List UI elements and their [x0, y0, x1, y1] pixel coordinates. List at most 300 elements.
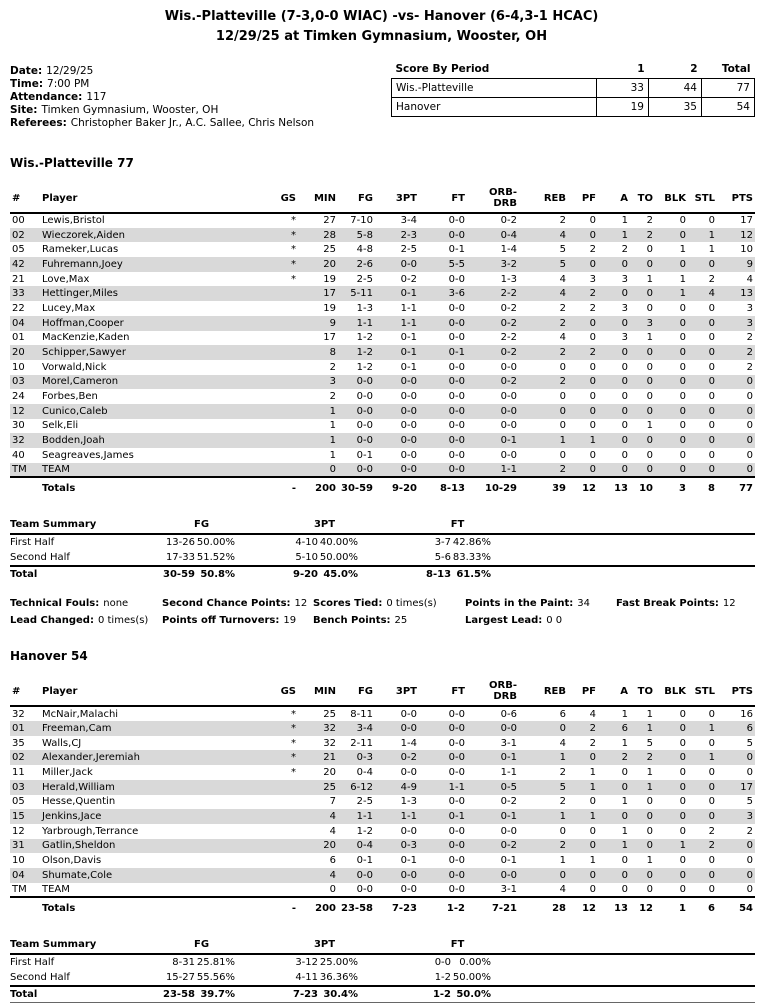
- game-stat-value: 12: [294, 598, 308, 610]
- cell-pts: 0: [746, 855, 753, 867]
- cell-min: 25: [323, 708, 336, 720]
- cell-ast: 13: [598, 897, 630, 916]
- cell-pts: 0: [746, 405, 753, 417]
- cell-stl: 0: [708, 391, 715, 403]
- cell-ft: 0-0: [448, 302, 465, 314]
- game-info-value: Timken Gymnasium, Wooster, OH: [41, 104, 219, 116]
- cell-3pt: 0-0: [400, 869, 417, 881]
- cell-min: 32: [323, 737, 336, 749]
- cell-player: Olson,Davis: [42, 855, 102, 867]
- cell-pf: 2: [589, 722, 596, 734]
- cell-pf: 0: [589, 840, 596, 852]
- cell-blk: 0: [679, 405, 686, 417]
- cell-ast: 0: [621, 464, 628, 476]
- cell-3pt: 0-1: [400, 361, 417, 373]
- game-stat-label: Largest Lead:: [465, 615, 543, 627]
- cell-ast: 0: [621, 347, 628, 359]
- player-row: [10, 736, 755, 751]
- game-stat-label: Fast Break Points:: [616, 598, 719, 610]
- summary-fg-pct: 25.81%: [196, 957, 236, 969]
- cell-min: 28: [323, 229, 336, 241]
- game-info-line: [10, 117, 391, 130]
- cell-reb: 6: [559, 708, 566, 720]
- cell-gs: -: [270, 477, 298, 496]
- player-row: [10, 213, 755, 228]
- cell-number: 33: [12, 288, 25, 300]
- cell-to: 0: [646, 288, 653, 300]
- cell-to: 1: [646, 708, 653, 720]
- cell-reb: 28: [519, 897, 568, 916]
- cell-3pt: 0-0: [400, 766, 417, 778]
- cell-pts: 2: [746, 825, 753, 837]
- cell-pf: 2: [589, 244, 596, 256]
- cell-pts: 77: [717, 477, 755, 496]
- cell-min: 4: [329, 869, 336, 881]
- summary-ft-pct: 83.33%: [452, 552, 492, 564]
- column-header: GS: [270, 185, 298, 213]
- cell-pf: 1: [589, 766, 596, 778]
- summary-fg-pct: 55.56%: [196, 972, 236, 984]
- game-stat: [162, 614, 313, 627]
- column-header: #: [10, 185, 40, 213]
- cell-blk: 0: [679, 737, 686, 749]
- cell-player: Freeman,Cam: [42, 722, 112, 734]
- cell-stl: 0: [708, 708, 715, 720]
- cell-reb: 1: [559, 855, 566, 867]
- cell-blk: 0: [679, 752, 686, 764]
- cell-to: 0: [646, 840, 653, 852]
- cell-fg: 1-2: [356, 347, 373, 359]
- cell-gs: [270, 389, 298, 404]
- cell-pts: 4: [746, 273, 753, 285]
- cell-fg: 0-0: [356, 391, 373, 403]
- cell-to: 0: [646, 883, 653, 895]
- cell-pf: 0: [589, 405, 596, 417]
- player-row: [10, 419, 755, 434]
- cell-number: 22: [12, 302, 25, 314]
- cell-pf: 0: [589, 391, 596, 403]
- summary-ft-pct: 61.5%: [451, 566, 509, 582]
- cell-3pt: 2-3: [400, 229, 417, 241]
- cell-ft: 0-0: [448, 361, 465, 373]
- cell-ft: 1-1: [448, 781, 465, 793]
- column-header: FT: [419, 678, 467, 706]
- cell-orb-drb: 0-2: [500, 347, 517, 359]
- cell-pts: 5: [746, 796, 753, 808]
- cell-to: 0: [646, 405, 653, 417]
- cell-reb: 1: [559, 752, 566, 764]
- summary-ft-pct: 50.0%: [451, 986, 509, 1003]
- score-period-2: 44: [649, 79, 702, 98]
- cell-reb: 2: [559, 796, 566, 808]
- cell-blk: 1: [679, 273, 686, 285]
- matchup-title: Wis.-Platteville (7-3,0-0 WIAC) -vs- Hanover (6-4,3-1 HCAC): [164, 9, 599, 24]
- cell-blk: 0: [679, 258, 686, 270]
- cell-fg: 1-2: [356, 361, 373, 373]
- summary-3pt-pct: 40.00%: [319, 537, 359, 549]
- summary-ft-pct: 0.00%: [459, 957, 492, 969]
- game-stat-label: Second Chance Points:: [162, 598, 291, 610]
- game-info-line: [10, 65, 391, 78]
- summary-total-label: Total: [10, 566, 150, 582]
- cell-to: 0: [646, 825, 653, 837]
- cell-blk: 0: [679, 347, 686, 359]
- cell-player: Bodden,Joah: [42, 435, 105, 447]
- cell-stl: 0: [708, 258, 715, 270]
- player-row: [10, 360, 755, 375]
- game-stat-label: Points in the Paint:: [465, 598, 574, 610]
- cell-min: 6: [329, 855, 336, 867]
- cell-pf: 1: [589, 435, 596, 447]
- cell-gs: -: [270, 897, 298, 916]
- cell-pts: 54: [717, 897, 755, 916]
- cell-gs: *: [291, 258, 296, 270]
- cell-ast: 0: [621, 883, 628, 895]
- cell-to: 1: [646, 766, 653, 778]
- cell-number: TM: [12, 883, 27, 895]
- cell-ft: 0-0: [448, 883, 465, 895]
- summary-3pt-pct: 45.0%: [318, 566, 376, 582]
- cell-pts: 0: [746, 435, 753, 447]
- summary-fg: 23-58: [150, 986, 195, 1003]
- cell-orb-drb: 0-4: [500, 229, 517, 241]
- cell-number: 04: [12, 317, 25, 329]
- game-stat-label: Lead Changed:: [10, 615, 94, 627]
- cell-pf: 0: [589, 883, 596, 895]
- cell-fg: 0-0: [356, 435, 373, 447]
- cell-number: 03: [12, 376, 25, 388]
- summary-half-row: [10, 954, 755, 970]
- column-header: STL: [688, 185, 717, 213]
- player-row: [10, 448, 755, 463]
- cell-number: 12: [12, 405, 25, 417]
- cell-blk: 0: [679, 811, 686, 823]
- cell-pf: 12: [568, 477, 598, 496]
- player-row: [10, 272, 755, 287]
- cell-gs: *: [291, 229, 296, 241]
- cell-reb: 0: [559, 405, 566, 417]
- team-heading-hanover: Hanover 54: [10, 649, 88, 664]
- cell-number: 12: [12, 825, 25, 837]
- cell-orb-drb: 0-2: [500, 840, 517, 852]
- cell-3pt: 1-1: [400, 811, 417, 823]
- cell-blk: 0: [679, 796, 686, 808]
- cell-ft: 0-0: [448, 464, 465, 476]
- cell-gs: [270, 301, 298, 316]
- page-title: [0, 0, 763, 47]
- player-row: [10, 433, 755, 448]
- score-by-period-table: [391, 61, 755, 117]
- cell-3pt: 0-0: [400, 376, 417, 388]
- cell-3pt: 1-4: [400, 737, 417, 749]
- cell-stl: 0: [708, 317, 715, 329]
- cell-fg: 1-3: [356, 302, 373, 314]
- summary-ft-header: FT: [406, 937, 509, 954]
- cell-blk: 0: [679, 376, 686, 388]
- cell-ft: 8-13: [419, 477, 467, 496]
- game-stat: [10, 614, 162, 627]
- cell-fg: 6-12: [350, 781, 373, 793]
- cell-pf: 12: [568, 897, 598, 916]
- cell-to: 1: [646, 273, 653, 285]
- cell-player: MacKenzie,Kaden: [42, 332, 130, 344]
- cell-ast: 1: [621, 708, 628, 720]
- score-row: [392, 79, 755, 98]
- cell-pts: 17: [740, 215, 753, 227]
- cell-ast: 0: [621, 420, 628, 432]
- game-stat-label: Technical Fouls:: [10, 598, 100, 610]
- summary-ft-header: FT: [406, 517, 509, 534]
- cell-ft: 0-0: [448, 766, 465, 778]
- cell-number: 40: [12, 449, 25, 461]
- game-info-label: Referees:: [10, 117, 67, 129]
- cell-number: [10, 897, 40, 916]
- player-row: [10, 389, 755, 404]
- cell-ast: 0: [621, 258, 628, 270]
- game-info: [10, 61, 391, 130]
- column-header: Player: [40, 678, 270, 706]
- cell-player: Miller,Jack: [42, 766, 93, 778]
- cell-fg: 30-59: [338, 477, 375, 496]
- game-stat: [313, 614, 465, 627]
- cell-reb: 4: [559, 273, 566, 285]
- cell-stl: 2: [708, 273, 715, 285]
- cell-stl: 0: [708, 332, 715, 344]
- cell-stl: 2: [708, 825, 715, 837]
- cell-to: 12: [630, 897, 655, 916]
- cell-number: 01: [12, 332, 25, 344]
- game-info-value: 7:00 PM: [47, 78, 90, 90]
- extra-game-stats: [10, 597, 755, 627]
- cell-stl: 0: [708, 215, 715, 227]
- cell-pts: 0: [746, 420, 753, 432]
- column-header: TO: [630, 678, 655, 706]
- cell-blk: 0: [679, 449, 686, 461]
- cell-reb: 1: [559, 811, 566, 823]
- cell-blk: 0: [679, 722, 686, 734]
- game-stat: [465, 614, 616, 627]
- cell-stl: 1: [708, 722, 715, 734]
- player-row: [10, 868, 755, 883]
- player-row: [10, 257, 755, 272]
- game-info-value: Christopher Baker Jr., A.C. Sallee, Chris Nelson: [70, 117, 315, 129]
- summary-3pt-header: 3PT: [273, 937, 376, 954]
- column-header: ORB-DRB: [467, 678, 519, 706]
- game-info-label: Date:: [10, 65, 43, 77]
- cell-orb-drb: 0-0: [500, 722, 517, 734]
- cell-number: 20: [12, 347, 25, 359]
- player-row: [10, 316, 755, 331]
- cell-blk: 1: [679, 840, 686, 852]
- cell-orb-drb: 0-0: [500, 869, 517, 881]
- cell-ft: 0-0: [448, 391, 465, 403]
- cell-pts: 0: [746, 869, 753, 881]
- cell-3pt: 0-1: [400, 347, 417, 359]
- cell-gs: [270, 883, 298, 898]
- game-stat-value: 0 times(s): [386, 598, 437, 610]
- cell-fg: 0-0: [356, 464, 373, 476]
- summary-header-row: [10, 517, 755, 534]
- cell-number: TM: [12, 464, 27, 476]
- cell-gs: [270, 375, 298, 390]
- cell-fg: 0-0: [356, 869, 373, 881]
- cell-player: Gatlin,Sheldon: [42, 840, 116, 852]
- game-stat: [465, 597, 616, 610]
- column-header: REB: [519, 678, 568, 706]
- score-period-2: 35: [649, 98, 702, 117]
- cell-gs: [270, 286, 298, 301]
- cell-fg: 5-8: [356, 229, 373, 241]
- cell-pts: 5: [746, 737, 753, 749]
- summary-ft: 5-6: [434, 552, 452, 564]
- cell-ft: 0-0: [448, 825, 465, 837]
- cell-reb: 0: [559, 391, 566, 403]
- cell-ft: 0-0: [448, 332, 465, 344]
- cell-pts: 0: [746, 883, 753, 895]
- cell-to: 0: [646, 796, 653, 808]
- cell-pts: 12: [740, 229, 753, 241]
- column-header: FG: [338, 185, 375, 213]
- game-stat-value: 0 0: [546, 615, 563, 627]
- column-header: PF: [568, 185, 598, 213]
- cell-pf: 2: [589, 347, 596, 359]
- cell-stl: 6: [688, 897, 717, 916]
- cell-ft: 3-6: [448, 288, 465, 300]
- cell-orb-drb: 0-0: [500, 361, 517, 373]
- cell-stl: 4: [708, 288, 715, 300]
- game-stat: [616, 597, 755, 610]
- summary-header-row: [10, 937, 755, 954]
- cell-orb-drb: 7-21: [467, 897, 519, 916]
- game-stat-label: Points off Turnovers:: [162, 615, 280, 627]
- player-row: [10, 883, 755, 898]
- cell-fg: 0-3: [356, 752, 373, 764]
- summary-total-row: [10, 566, 755, 582]
- game-stat-value: 19: [283, 615, 297, 627]
- cell-to: 10: [630, 477, 655, 496]
- cell-fg: 23-58: [338, 897, 375, 916]
- cell-ast: 1: [621, 796, 628, 808]
- cell-pf: 2: [589, 288, 596, 300]
- cell-stl: 0: [708, 869, 715, 881]
- game-info-line: [10, 91, 391, 104]
- game-stat-value: 0 times(s): [97, 615, 149, 627]
- game-info-value: 12/29/25: [46, 65, 94, 77]
- cell-number: 32: [12, 435, 25, 447]
- cell-orb-drb: 0-0: [500, 391, 517, 403]
- cell-player: Wieczorek,Aiden: [42, 229, 125, 241]
- cell-ast: 0: [621, 449, 628, 461]
- cell-ft: 0-0: [448, 435, 465, 447]
- cell-ft: 1-2: [419, 897, 467, 916]
- cell-pts: 0: [746, 391, 753, 403]
- cell-min: 8: [329, 347, 336, 359]
- player-row: [10, 242, 755, 257]
- column-header: Player: [40, 185, 270, 213]
- cell-fg: 2-5: [356, 273, 373, 285]
- cell-stl: 0: [708, 766, 715, 778]
- cell-fg: 2-11: [350, 737, 373, 749]
- cell-player: Hesse,Quentin: [42, 796, 116, 808]
- cell-player: Schipper,Sawyer: [42, 347, 126, 359]
- game-info-line: [10, 104, 391, 117]
- cell-orb-drb: 0-6: [500, 708, 517, 720]
- cell-blk: 3: [655, 477, 688, 496]
- cell-player: Lucey,Max: [42, 302, 96, 314]
- player-row: [10, 765, 755, 780]
- cell-min: 200: [298, 897, 338, 916]
- cell-pts: 0: [746, 376, 753, 388]
- cell-pts: 17: [740, 781, 753, 793]
- player-row: [10, 228, 755, 243]
- cell-gs: [270, 824, 298, 839]
- summary-half-row: [10, 550, 755, 566]
- cell-to: 0: [646, 391, 653, 403]
- player-row: [10, 750, 755, 765]
- score-total: 77: [702, 79, 755, 98]
- platteville-box-score-table: [10, 185, 755, 496]
- cell-blk: 0: [679, 302, 686, 314]
- cell-reb: 5: [559, 244, 566, 256]
- cell-ast: 0: [621, 361, 628, 373]
- cell-reb: 2: [559, 840, 566, 852]
- cell-reb: 2: [559, 302, 566, 314]
- cell-stl: 0: [708, 376, 715, 388]
- column-header: PTS: [717, 185, 755, 213]
- cell-ft: 0-0: [448, 317, 465, 329]
- cell-stl: 0: [708, 855, 715, 867]
- cell-min: 19: [323, 302, 336, 314]
- cell-number: 02: [12, 752, 25, 764]
- cell-pf: 0: [589, 449, 596, 461]
- column-header: #: [10, 678, 40, 706]
- cell-3pt: 0-1: [400, 288, 417, 300]
- player-row: [10, 301, 755, 316]
- cell-min: 4: [329, 811, 336, 823]
- cell-ast: 2: [621, 752, 628, 764]
- cell-number: 32: [12, 708, 25, 720]
- cell-to: 1: [646, 722, 653, 734]
- cell-fg: 1-2: [356, 332, 373, 344]
- cell-orb-drb: 1-1: [500, 766, 517, 778]
- cell-fg: 0-4: [356, 766, 373, 778]
- cell-3pt: 0-0: [400, 825, 417, 837]
- cell-blk: 0: [679, 420, 686, 432]
- summary-fg: 8-31: [172, 957, 195, 969]
- cell-blk: 0: [679, 883, 686, 895]
- cell-min: 2: [329, 361, 336, 373]
- cell-min: 1: [329, 435, 336, 447]
- summary-ft: 3-7: [434, 537, 452, 549]
- cell-orb-drb: 0-1: [500, 855, 517, 867]
- cell-ast: 0: [621, 317, 628, 329]
- cell-blk: 0: [679, 464, 686, 476]
- cell-reb: 39: [519, 477, 568, 496]
- cell-min: 20: [323, 766, 336, 778]
- cell-pf: 0: [589, 420, 596, 432]
- cell-pf: 0: [589, 229, 596, 241]
- cell-fg: 0-1: [356, 855, 373, 867]
- summary-half-label: Second Half: [10, 972, 70, 984]
- cell-min: 2: [329, 391, 336, 403]
- cell-ast: 6: [621, 722, 628, 734]
- cell-to: 2: [646, 752, 653, 764]
- cell-fg: 2-6: [356, 258, 373, 270]
- cell-to: 0: [646, 302, 653, 314]
- cell-3pt: 0-0: [400, 391, 417, 403]
- cell-to: 0: [646, 361, 653, 373]
- summary-title: Team Summary: [10, 517, 150, 534]
